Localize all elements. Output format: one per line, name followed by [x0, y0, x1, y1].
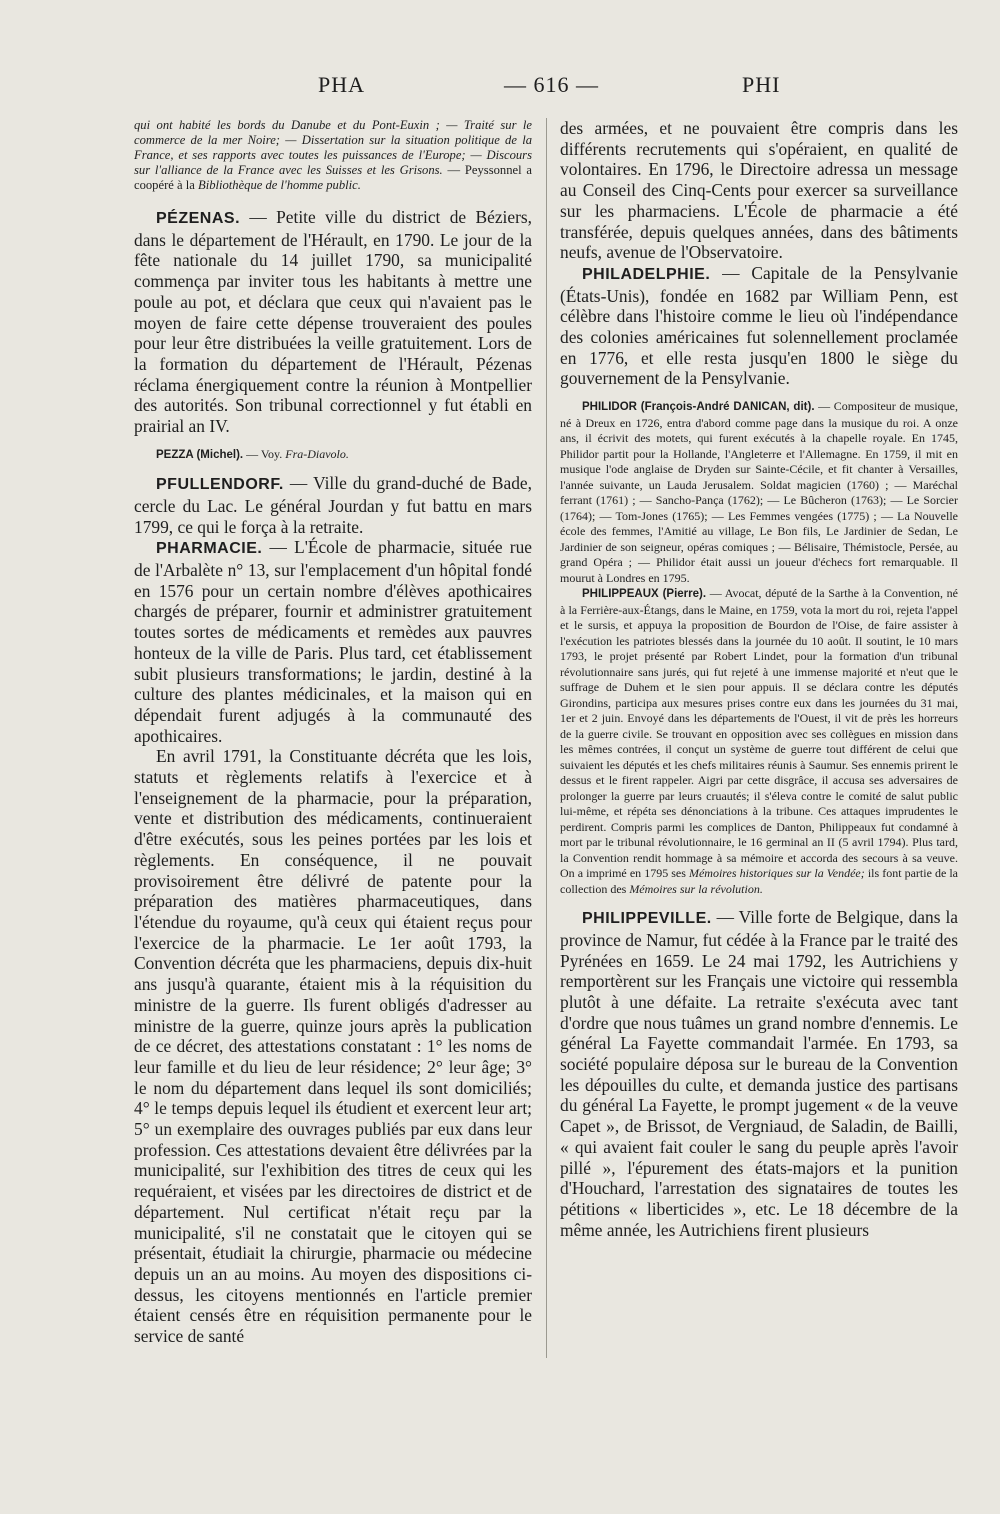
- entry-philadelphie: [560, 263, 958, 389]
- entry-ref: Fra-Diavolo.: [285, 446, 349, 461]
- entry-text: — Capitale de la Pensylvanie (États-Unis), fondée en 1682 par William Penn, est célèbre dans l'histoire comme le lieu où l'indépendance des colonies américaines fut solennellement proclamée en 1776, et elle resta jusqu'en 1800 le siège du gouvernement de la Pensylvanie.: [560, 262, 958, 389]
- headword-pezenas: PÉZENAS.: [156, 210, 241, 227]
- intro-italic-end: Bibliothèque de l'homme public.: [198, 178, 361, 192]
- headword-pezza: PEZZA (Michel).: [156, 448, 244, 461]
- entry-text: — Ville forte de Belgique, dans la province de Namur, fut cédée à la France par le traité des Pyrénées en 1659. Le 24 mai 1792, les Autrichiens y remportèrent sur les Français une victoire qui ressembla plutôt à une défaite. La retraite s'exécuta avec tant d'ordre que nous tuâmes un grand nombre d'ennemis. Le général La Fayette commandait l'armée. En 1793, sa société populaire déposa sur le bureau de la Convention les dépouilles du culte, et demanda justice des partisans du général La Fayette, le prompt jugement « de la veuve Capet », de Brissot, de Vergniaud, de Saladin, de Bailli, « qui avaient fait couler le sang du peuple après l'avoir pillé », l'épurement des états-majors et la punition d'Houchard, l'arrestation des signataires de toutes les pétitions « liberticides », etc. Le 18 décembre de la même année, les Autrichiens firent plusieurs: [560, 907, 958, 1240]
- entry-italic-tail: Mémoires sur la révolution.: [629, 881, 763, 896]
- headword-philippeaux: PHILIPPEAUX (Pierre).: [582, 588, 707, 601]
- header-right: PHI: [742, 72, 781, 97]
- headword-pfullendorf: PFULLENDORF.: [156, 476, 284, 494]
- entry-pezza: [134, 447, 532, 464]
- entry-pharmacie-continuation: des armées, et ne pouvaient être compris dans les différents recrutements qui s'opéraient, en qualité de volontaires. En 1796, le Directoire adressa un message au Conseil des Cinq-Cents pour exercer sa surveillance sur les pharmaciens. L'École de pharmacie a été transférée, depuis quelques années, dans des bâtiments neufs, avenue de l'Observatoire.: [560, 118, 958, 263]
- entry-text: — Petite ville du district de Béziers, dans le département de l'Hérault, en 1790. Le jour de la fête nationale du 14 juillet 1790, sa municipalité commença par inviter tous les habitants à mettre une poule au pot, et déclara que ceux qui n'avaient pas le moyen de faire cette dépense trouveraient des poules pour leur être distribuées la veille gratuitement. Lors de la formation du département de l'Hérault, Pézenas réclama énergiquement contre la réunion à Montpellier des autorités. Son tribunal correctionnel y fut établi en prairial an IV.: [134, 207, 532, 437]
- right-column: [560, 118, 958, 1240]
- intro-plain: — Peyssonnel a coopéré à la: [134, 163, 532, 192]
- headword-philadelphie: PHILADELPHIE.: [582, 265, 711, 283]
- left-column: [134, 118, 532, 1347]
- entry-philippeaux: [560, 586, 958, 897]
- entry-italic-title: Mémoires historiques sur la Vendée;: [688, 866, 865, 881]
- header-left: PHA: [318, 72, 366, 97]
- entry-text: — Avocat, député de la Sarthe à la Convention, né à la Ferrière-aux-Étangs, dans le Maine, en 1759, vota la mort du roi, rejeta l'appel et le sursis, et appuya la proposition de Bourdon de l'Oise, de faire assister à l'exécution les patriotes blessés dans la journée du 10 août. Il soutint, le 10 mars 1793, le projet présenté par Robert Lindet, pour la formation d'un tribunal révolutionnaire sans jurés, qui fut rejeté à une immense majorité et n'eut que le suffrage de Duhem et le sien pour appuis. Il se déclara contre les députés Girondins, participa aux mesures prises contre eux dans les journées du 31 mai, 1er et 2 juin. Envoyé dans les départements de l'Ouest, il vit de près les horreurs de la guerre civile. Se trouvant en opposition avec ses collègues en mission dans les mêmes contrées, il conçut un système de guerre tout différent de celui que suivaient les députés et les chefs militaires réunis à Saumur. Ses ennemis prirent le dessus et le firent rappeler. Aigri par cette disgrâce, il accusa ses adversaires de prolonger la guerre par leurs cruautés; il s'éleva contre le comité de salut public lui-même, et répéta ses dénonciations à la tribune. Ces attaques imprudentes le perdirent. Compris parmi les complices de Danton, Philippeaux fut condamné à mort par le tribunal révolutionnaire, le 16 germinal an II (5 avril 1794). Plus tard, la Convention rendit hommage à sa mémoire et accorda des secours à sa veuve. On a imprimé en 1795 ses: [560, 586, 958, 881]
- headword-philippeville: PHILIPPEVILLE.: [582, 910, 712, 928]
- entry-pharmacie: [134, 537, 532, 746]
- entry-text: — L'École de pharmacie, située rue de l'Arbalète n° 13, sur l'emplacement d'un hôpital fondé en 1576 pour un certain nombre d'élèves apothicaires chargés de préparer, fournir et administrer gratuitement toutes sortes de médicaments et remèdes aux pauvres honteux de la ville de Paris. Plus tard, cet établissement subit plusieurs transformations; le jardin, destiné à la culture des plantes médicinales, et la maison qui en dépendait furent adjugés à la communauté des apothicaires.: [134, 537, 532, 746]
- headword-philidor: PHILIDOR (François-André DANICAN, dit).: [582, 401, 815, 414]
- headword-pharmacie: PHARMACIE.: [156, 540, 263, 558]
- entry-pezenas: [134, 207, 532, 437]
- entry-text: — Ville du grand-duché de Bade, cercle du Lac. Le général Jourdan y fut battu en mars 1799, ce qui le força à la retraite.: [134, 473, 532, 537]
- entry-philippeville: [560, 907, 958, 1240]
- intro-italic: qui ont habité les bords du Danube et du Pont-Euxin ; — Traité sur le commerce de la mer Noire; — Dissertation sur la situation politique de la France, et ses rapports avec toutes les puissances de l'Europe; — Discours sur l'alliance de la France avec les Suisses et les Grisons.: [134, 118, 532, 177]
- column-divider: [546, 118, 547, 1358]
- entry-peyssonnel-end: [134, 118, 532, 193]
- entry-text: — Compositeur de musique, né à Dreux en 1726, entra d'abord comme page dans la musique du roi. A onze ans, il écrivit des motets, qui furent exécutés à la chapelle royale. En 1745, Philidor partit pour la Hollande, l'Angleterre et l'Allemagne. En 1759, il mit en musique l'ode anglaise de Dryden sur Sainte-Cécile, et fit chanter à Versailles, l'année suivante, un Lauda Jerusalem. Soldat magicien (1760) ; — Maréchal ferrant (1761) ; — Sancho-Pança (1762); — Le Bûcheron (1763); — Le Sorcier (1764); — Tom-Jones (1765); — Les Femmes vengées (1775) ; — La Nouvelle école des femmes, l'Amitié au village, Le Bon fils, Le Jardinier de Sedan, Le Jardinier de son seigneur, opéras comiques ; — Bélisaire, Thémistocle, Persée, au grand Opéra ; — Philidor était aussi un joueur d'échecs fort remarquable. Il mourut à Londres en 1795.: [560, 399, 958, 585]
- entry-philidor: [560, 399, 958, 586]
- entry-text: — Voy.: [246, 446, 283, 461]
- entry-tail: ils font partie de la collection des: [560, 866, 959, 896]
- running-header: [0, 72, 1000, 108]
- page-number: — 616 —: [504, 72, 599, 97]
- entry-pharmacie-paragraph-2: En avril 1791, la Constituante décréta que les lois, statuts et règlements relatifs à l'exercice et à l'enseignement de la pharmacie, pour la préparation, vente et distribution des médicaments, continueraient d'être exécutés, sous les peines portées par les lois et règlements. En conséquence, il ne pouvait provisoirement être délivré de patente pour la préparation des matières pharmaceutiques, dans l'étendue du royaume, qu'à ceux qui étaient reçus pour l'exercice de la pharmacie. Le 1er août 1793, la Convention décréta que les pharmaciens, depuis dix-huit ans jusqu'à quarante, étaient mis à la réquisition du ministre de la guerre. Ils furent obligés d'adresser au ministre de la guerre, quinze jours après la publication de ce décret, des attestations constatant : 1° les noms de leur famille et du lieu de leur résidence; 2° leur âge; 3° le nom du département dans lequel ils sont domiciliés; 4° le temps depuis lequel ils étudient et exercent leur art; 5° un exemplaire des ouvrages publiés par eux dans leur profession. Ces attestations devaient être délivrées par la municipalité, sur l'exhibition des titres de ceux qui les requéraient, et visées par les directoires de district et de département. Nul certificat n'était reçu par la municipalité, s'il ne constatait que le citoyen qui se présentait, étudiait la chirurgie, pharmacie ou médecine depuis un an au moins. Au moyen des dispositions ci-dessus, les citoyens mentionnés en l'article premier étaient censés être en réquisition permanente pour le service de santé: [134, 746, 532, 1347]
- entry-pfullendorf: [134, 473, 532, 537]
